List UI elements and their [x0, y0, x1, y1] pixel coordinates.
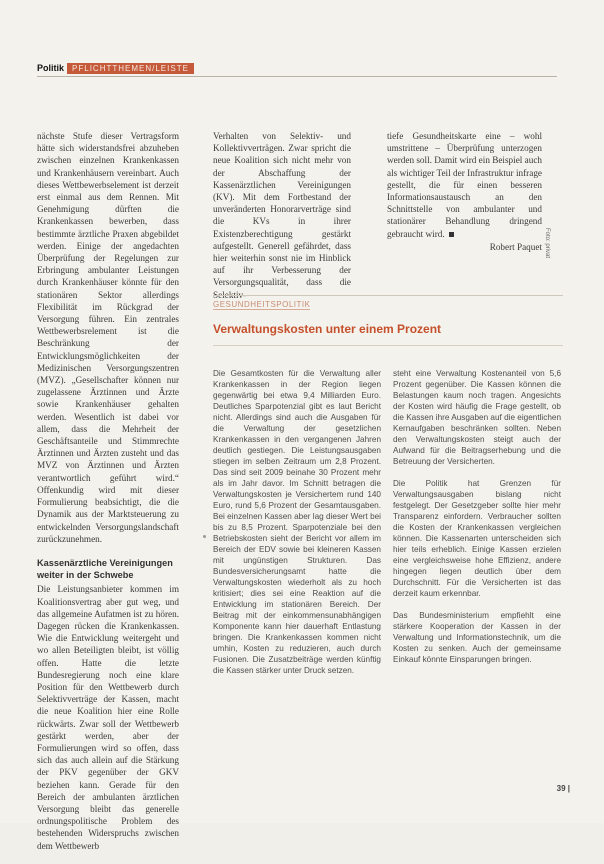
article-paragraph: Verhalten von Selektiv- und Kollektivverträgen. Zwar spricht die neue Koalition sich nicht mehr von der Abschaffung der Kassenärztlichen Vereinigungen (KV). Mit dem Fortbestand der unveränderten Honorarverträge sind die KVs in ihrer Existenzberechtigung gestärkt aufgestellt. Generell gefährdet, dass hier weiterhin sonst nie im Hinblick auf ihr Verbesserung der Versorgungsqualität, dass die: [213, 131, 351, 288]
box-column-1: [213, 368, 381, 687]
article-paragraph: nächste Stufe dieser Vertragsform hätte sich widerstandsfrei abzuheben zwischen einzelnen Krankenkassen und Krankenhäusern vereinbart. Auch dieses Wettbewerbselement ist derzeit erst einmal aus dem Rennen. Mit Genehmigung dürften die Krankenkassen bewerben, dass bestimmte ärztliche Praxen abgebildet werden. Einige der angedachten Überprüfung der Regelungen zur Erbringung ambulanter Leistungen durch Krankenhäuser könnte für den stationären Sektor allerdings Flexibilität im Rückgrad der Versorgung führen. Ein zentrales Wettbewerbsrelement ist die Beschränkung der Entwicklungsmöglichkeiten der Medizinischen Versorgungszentren (MVZ). „Gesellschafter können nur zugelassene Ärztinnen und Ärzte sowie Krankenhäuser gehalten werden. Wesentlich ist dabei vor allem, dass die Mehrheit der Geschäftsanteile und Stimmrechte Ärztinnen und Ärzten zusteht und das MVZ von Ärztinnen und Ärzten verantwortlich geführt wird.“ Offenkundig wird mit dieser Formulierung beabsichtigt, die die Dynamik aus der Marktsteuerung zu entwickelnden Versorgungslandschaft zurückzunehmen.: [37, 131, 179, 544]
box-tag: GESUNDHEITSPOLITIK: [213, 300, 311, 309]
column-marker: [203, 535, 206, 538]
header-rule: [37, 76, 557, 77]
article-column-2: [213, 130, 351, 313]
article-paragraph: Die Leistungsanbieter kommen im Koalitionsvertrag aber gut weg, und das allgemeine Aufatmen ist zu hören. Dagegen rücken die Krankenkassen. Wie die Entwicklung weitergeht und wo allen Beteiligten bleibt, ist völlig offen. Hatte die letzte Bundesregierung noch eine klare Position für den Wettbewerb durch Selektivverträge der Kassen, macht die neue Koalition hier eine Rolle rückwärts. Zwar soll der Wettbewerb gestärkt werden, aber der Formulierungen wird so offen, dass sich das auch allein auf die Stärkung der PKV gegenüber der GKV beziehen kann. Gerade für den Bereich der ambulanten ärztlichen Versorgung bleibt das generelle ordnungspolitische Problem des bestehenden Widerspruchs zwischen dem Wettbewerb: [37, 584, 179, 851]
article-paragraph-text: tiefe Gesundheitskarte eine – wohl umstrittene – Überprüfung unterzogen werden soll. Damit wird ein Beispiel auch als wichtiger Teil der Infrastruktur infrage gestellt, die für einen besseren Informationsaustausch an den Schnittstelle von ambulanter und stationärer Behandlung dringend gebraucht wird.: [387, 131, 542, 239]
article-author: Robert Paquet: [489, 241, 542, 252]
section-label: Politik: [37, 63, 65, 73]
box-top-rule: [213, 295, 563, 296]
section-tag: PFLICHTTHEMEN/LEISTE: [67, 63, 194, 74]
box-title-rule: [213, 345, 563, 346]
page-number: 39 |: [556, 784, 570, 793]
box-paragraph: Die Politik hat Grenzen für Verwaltungsausgaben bislang nicht festgelegt. Der Gesetzgeber sollte hier mehr Transparenz einfordern. Verbraucher sollten die Kosten der Krankenkassen vergleichen können. Die Kassenarten unterscheiden sich hier teils erheblich. Einige Kassen erzielen eine vergleichsweise hohe Effizienz, andere hingegen liegen deutlich über dem Durchschnitt. Für die Versicherten ist das derzeit kaum erkennbar.: [393, 479, 561, 598]
end-mark-icon: [449, 232, 454, 237]
article-column-3: [387, 130, 542, 253]
article-subheading: Kassenärztliche Vereinigungen weiter in der Schwebe: [37, 557, 173, 581]
section-header: [37, 62, 194, 74]
box-paragraph: Das Bundesministerium empfiehlt eine stärkere Kooperation der Kassen in der Verwaltung und Informationstechnik, um die Kosten zu senken. Auch der gemeinsame Einkauf könnte Einsparungen bringen.: [393, 611, 561, 664]
photo-credit: Foto: privat: [544, 228, 550, 259]
box-title: Verwaltungskosten unter einem Prozent: [213, 322, 442, 336]
article-paragraph: [387, 130, 542, 240]
box-paragraph: steht eine Verwaltung Kostenanteil von 5,6 Prozent gegenüber. Die Kassen können die Belastungen kaum noch tragen. Angesichts der Kosten wird häufig die Frage gestellt, ob die Kassen ihre Ausgaben auf die eigentlichen Kernaufgaben beschränken sollten. Neben den Verwaltungskosten steigt auch der Aufwand für die Beitragserhebung und die Betreuung der Versicherten.: [393, 369, 561, 466]
box-column-2: [393, 368, 561, 676]
article-column-1: [37, 130, 179, 864]
box-paragraph: Die Gesamtkosten für die Verwaltung aller Krankenkassen in der Region liegen gegenwärtig bei etwa 9,4 Milliarden Euro. Deutliches Sparpotenzial gibt es laut Bericht nicht. Allerdings sind auch die Ausgaben für die Verwaltung der gesetzlichen Krankenkassen in den vergangenen Jahren deutlich gestiegen. Die Leistungsausgaben stiegen im selben Zeitraum um 2,8 Prozent. Das sind seit 2009 beinahe 30 Prozent mehr als im Jahr davor. Im Schnitt betragen die Verwaltungskosten je Versichertem rund 140 Euro, rund 5,6 Prozent der Gesamtausgaben. Bei einzelnen Kassen aber lag dieser Wert bei bis zu 8,5 Prozent. Sparpotenziale bei den Betriebskosten sieht der Bericht vor allem im Bereich der EDV sowie bei kleineren Kassen mit ungünstigen Strukturen. Das Bundesversicherungsamt hatte die Verwaltungskosten wiederholt als zu hoch kritisiert; dies sei eine Reaktion auf die Entwicklung im stationären Bereich. Der Beitrag mit der einkommensunabhängigen Komponente kann hier dauerhaft Entlastung bringen. Die Krankenkassen kommen nicht umhin, Kosten zu reduzieren, auch durch Fusionen. Die Zusatzbeiträge werden künftig die Kassen stärker unter Druck setzen.: [213, 369, 381, 675]
